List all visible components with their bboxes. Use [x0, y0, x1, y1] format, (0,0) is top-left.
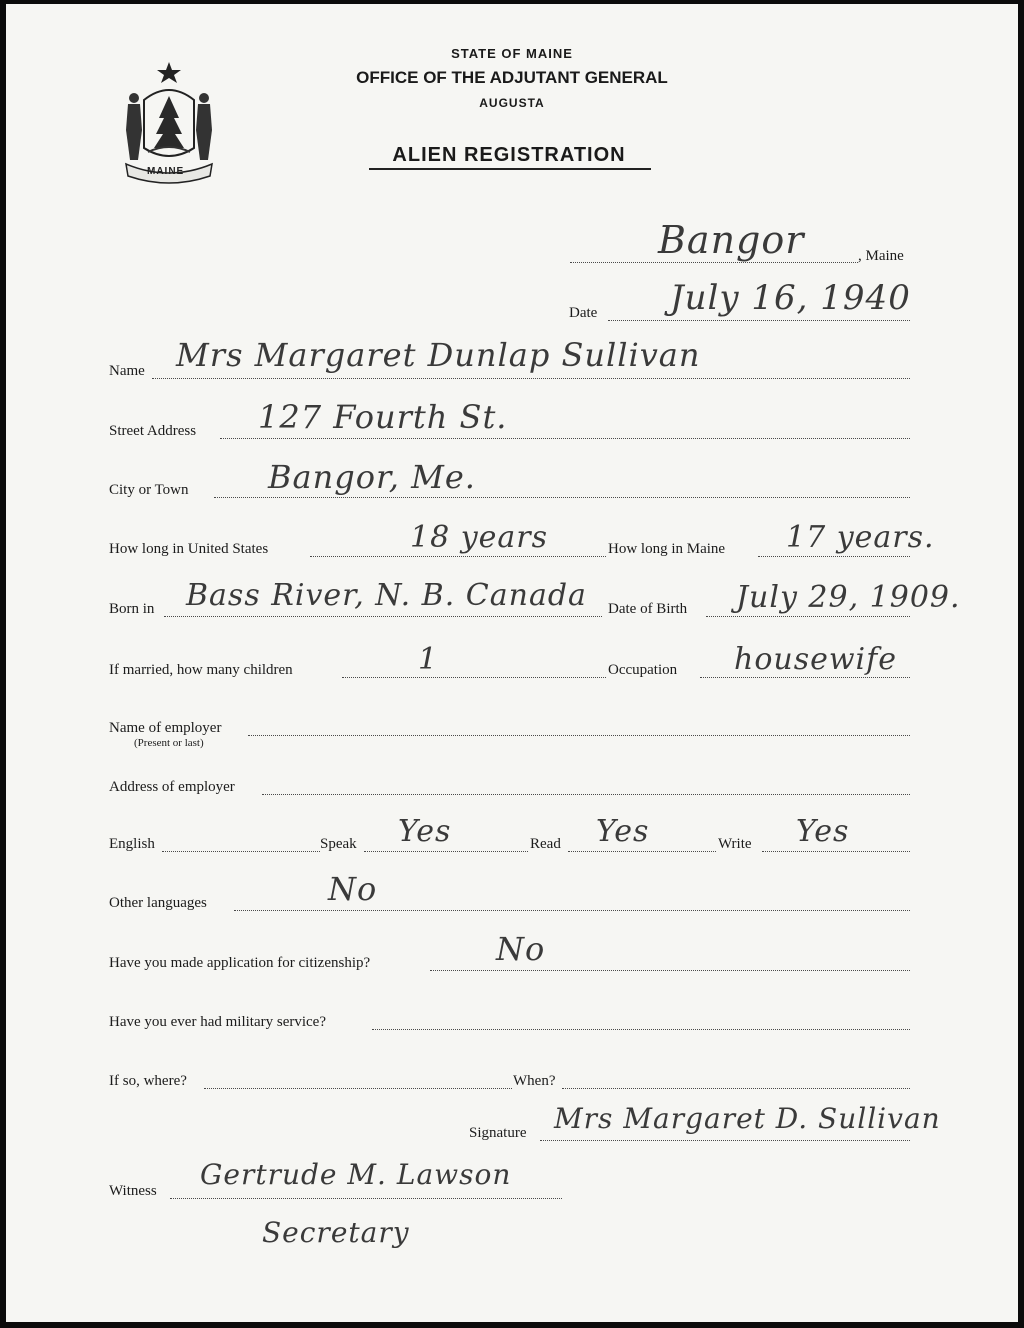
signature-line	[540, 1140, 910, 1141]
children-value: 1	[418, 642, 439, 677]
english-line	[162, 851, 320, 852]
office-heading: OFFICE OF THE ADJUTANT GENERAL	[356, 68, 668, 87]
town-line	[570, 262, 858, 263]
occupation-label: Occupation	[608, 662, 678, 678]
born-in-value: Bass River, N. B. Canada	[186, 578, 587, 613]
years-us-label: How long in United States	[109, 541, 269, 557]
city-value: Bangor, Me.	[268, 458, 476, 496]
witness-title-value: Secretary	[262, 1216, 410, 1249]
signature-label: Signature	[469, 1125, 527, 1141]
years-maine-line	[758, 556, 910, 557]
read-line	[568, 851, 716, 852]
citizenship-label: Have you made application for citizenship?	[109, 955, 371, 971]
when-line	[562, 1088, 910, 1089]
date-of-birth-label: Date of Birth	[608, 601, 688, 617]
occupation-line	[700, 677, 910, 678]
military-line	[372, 1029, 910, 1030]
date-of-birth-line	[706, 616, 910, 617]
seal-banner-label: MAINE	[147, 166, 185, 177]
occupation-value: housewife	[734, 642, 897, 677]
when-label: When?	[513, 1073, 556, 1089]
years-us-line	[310, 556, 606, 557]
children-label: If married, how many children	[109, 662, 293, 678]
english-label: English	[109, 836, 155, 852]
city-heading: AUGUSTA	[479, 96, 545, 110]
employer-name-note: (Present or last)	[134, 737, 204, 749]
where-line	[204, 1088, 512, 1089]
city-line	[214, 497, 910, 498]
name-value: Mrs Margaret Dunlap Sullivan	[176, 336, 701, 374]
years-maine-value: 17 years.	[786, 520, 935, 555]
witness-value: Gertrude M. Lawson	[200, 1158, 512, 1191]
city-label: City or Town	[109, 482, 189, 498]
form-title: ALIEN REGISTRATION	[392, 144, 626, 166]
name-line	[152, 378, 910, 379]
other-languages-label: Other languages	[109, 895, 207, 911]
street-line	[220, 438, 910, 439]
town-value: Bangor	[658, 218, 805, 262]
military-label: Have you ever had military service?	[109, 1014, 326, 1030]
date-label: Date	[569, 305, 598, 321]
speak-label: Speak	[320, 836, 357, 852]
employer-name-label: Name of employer	[109, 720, 222, 736]
signature-value: Mrs Margaret D. Sullivan	[554, 1102, 941, 1135]
citizenship-value: No	[496, 930, 546, 968]
witness-label: Witness	[109, 1183, 157, 1199]
employer-address-line	[262, 794, 910, 795]
maine-suffix-label: , Maine	[858, 248, 904, 264]
born-in-label: Born in	[109, 601, 155, 617]
witness-line	[170, 1198, 562, 1199]
write-line	[762, 851, 910, 852]
title-underline	[369, 168, 651, 170]
children-line	[342, 677, 606, 678]
read-value: Yes	[596, 814, 650, 849]
date-value: July 16, 1940	[670, 278, 911, 318]
read-label: Read	[530, 836, 561, 852]
street-label: Street Address	[109, 423, 197, 439]
write-label: Write	[718, 836, 752, 852]
registration-form	[6, 4, 1018, 1322]
born-in-line	[164, 616, 602, 617]
speak-line	[364, 851, 528, 852]
name-label: Name	[109, 363, 145, 379]
employer-name-line	[248, 735, 910, 736]
date-of-birth-value: July 29, 1909.	[736, 580, 961, 615]
years-maine-label: How long in Maine	[608, 541, 726, 557]
write-value: Yes	[796, 814, 850, 849]
where-label: If so, where?	[109, 1073, 187, 1089]
state-heading: STATE OF MAINE	[451, 46, 573, 61]
citizenship-line	[430, 970, 910, 971]
street-value: 127 Fourth St.	[258, 398, 508, 436]
years-us-value: 18 years	[410, 520, 549, 555]
other-languages-line	[234, 910, 910, 911]
date-line	[608, 320, 910, 321]
speak-value: Yes	[398, 814, 452, 849]
employer-address-label: Address of employer	[109, 779, 235, 795]
other-languages-value: No	[328, 870, 378, 908]
